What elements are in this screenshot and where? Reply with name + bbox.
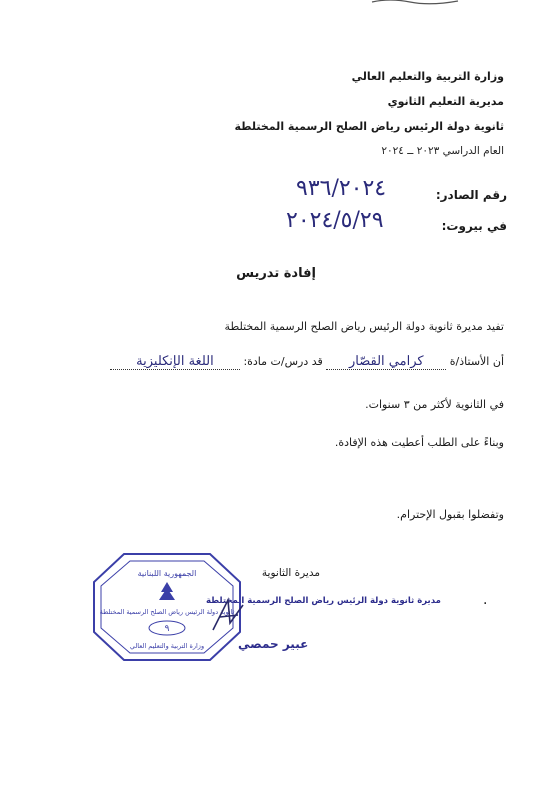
body-line-5: وتفضلوا بقبول الإحترام. <box>396 508 504 521</box>
date-label: في بيروت: <box>441 219 507 233</box>
stamp-number: ٩ <box>164 624 170 634</box>
school-header: ثانوية دولة الرئيس رياض الصلح الرسمية المختلطة <box>234 120 504 133</box>
top-edge-scrawl <box>370 0 460 6</box>
handwritten-signature <box>208 595 248 635</box>
cedar-icon <box>159 582 175 600</box>
date-value: ٢٠٢٤/٥/٢٩ <box>286 208 384 233</box>
stamp-bottom-text: وزارة التربية والتعليم العالي <box>129 642 205 650</box>
reference-value: ٩٣٦/٢٠٢٤ <box>296 176 387 201</box>
subject-prefix: قد درس/ت مادة: <box>243 355 323 368</box>
academic-year: العام الدراسي ٢٠٢٣ ــ ٢٠٢٤ <box>381 145 504 157</box>
body-line-3: في الثانوية لأكثر من ٣ سنوات. <box>365 398 504 411</box>
director-name: عبير حمصي <box>238 637 309 651</box>
reference-label: رقم الصادر: <box>435 188 507 202</box>
body-line-2 <box>110 354 504 370</box>
stray-dot: . <box>483 592 488 608</box>
stamp-top-text: الجمهورية اللبنانية <box>137 569 197 578</box>
director-label: مديرة الثانوية <box>261 567 320 579</box>
teacher-name: كرامي القصّار <box>326 354 446 370</box>
document-title: إفادة تدريس <box>236 266 316 281</box>
body-line-4: وبناءً على الطلب أعطيت هذه الإفادة. <box>334 436 504 449</box>
school-signature: مديرة ثانوية دولة الرئيس رياض الصلح الرسمية المختلطة <box>206 596 441 606</box>
directorate-header: مديرية التعليم الثانوي <box>387 95 504 108</box>
subject-name: اللغة الإنكليزية <box>110 354 240 370</box>
stamp-school-text: ثانوية دولة الرئيس رياض الصلح الرسمية المختلطة <box>99 608 235 616</box>
body-line-1: تفيد مديرة ثانوية دولة الرئيس رياض الصلح الرسمية المختلطة <box>224 320 504 333</box>
ministry-header: وزارة التربية والتعليم العالي <box>351 70 504 83</box>
teacher-prefix: أن الأستاذ/ة <box>449 355 504 368</box>
